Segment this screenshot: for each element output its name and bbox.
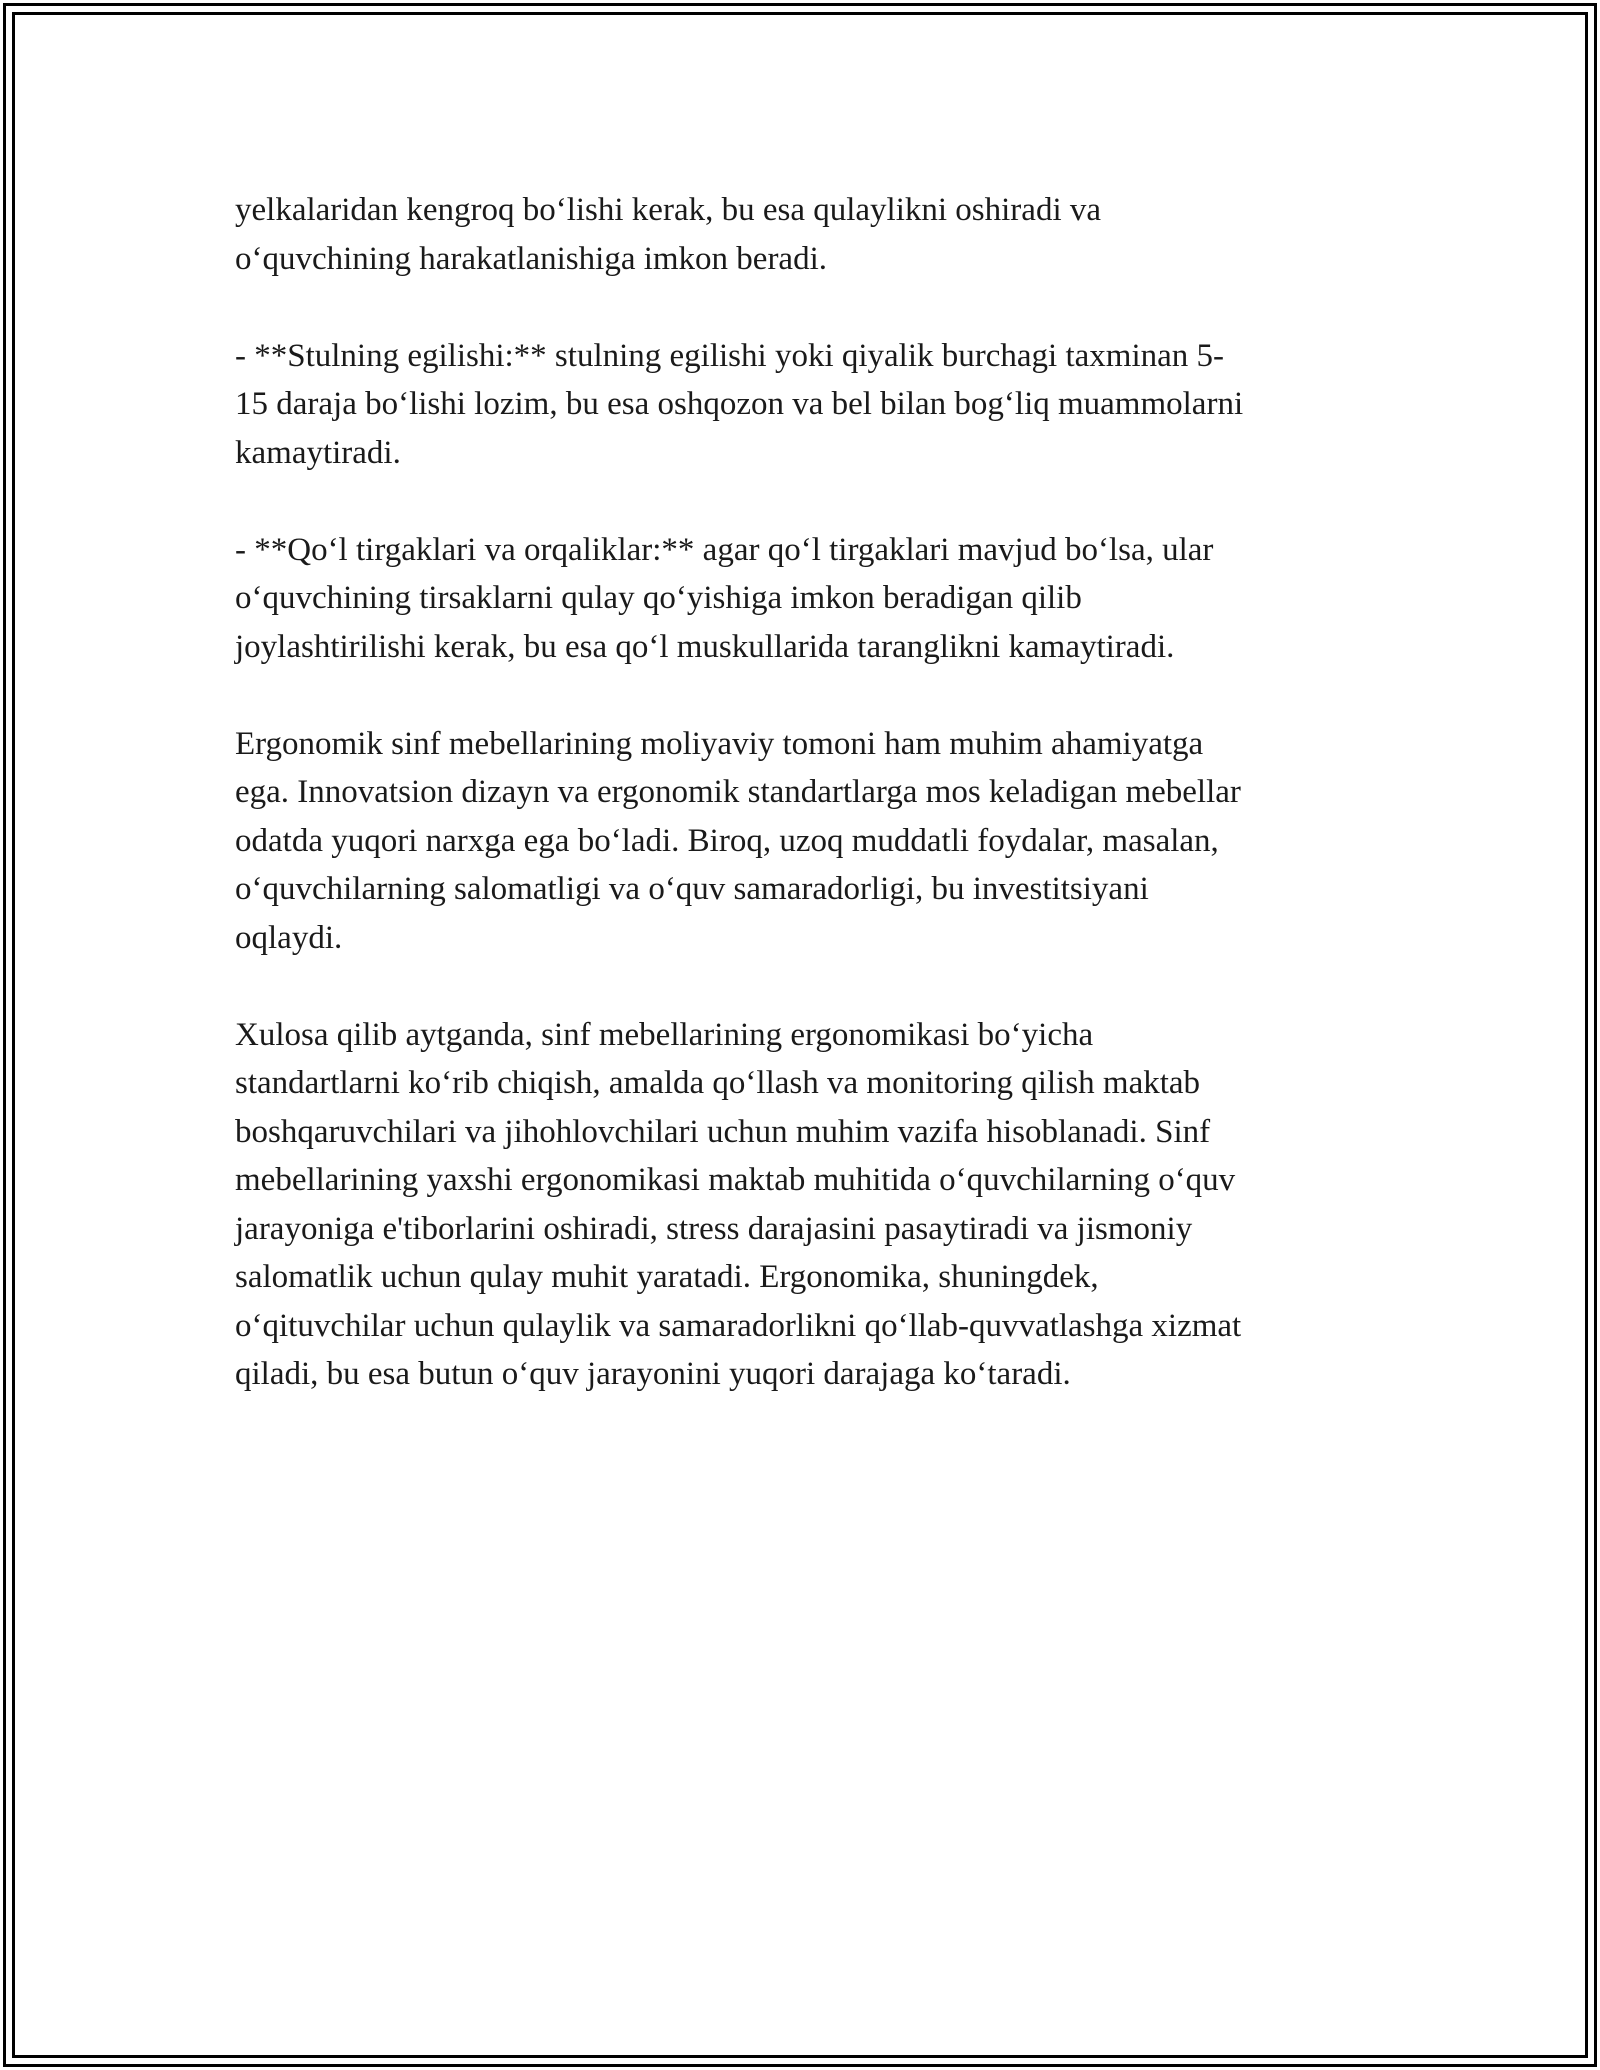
text-line: jarayoniga e'tiborlarini oshiradi, stress darajasini pasaytiradi va jismoniy [235,1210,1193,1247]
paragraph [235,186,1375,283]
text-line: Xulosa qilib aytganda, sinf mebellarining ergonomikasi bo‘yicha [235,1016,1094,1053]
list-item-stul-egilishi [235,332,1375,478]
conclusion-paragraph [235,1011,1375,1399]
text-line: oqlaydi. [235,919,343,956]
list-item-qol-tirgaklari [235,526,1375,672]
text-line: - **Qo‘l tirgaklari va orqaliklar:** agar qo‘l tirgaklari mavjud bo‘lsa, ular [235,531,1214,568]
text-line: Ergonomik sinf mebellarining moliyaviy tomoni ham muhim ahamiyatga [235,725,1204,762]
text-line: salomatlik uchun qulay muhit yaratadi. Ergonomika, shuningdek, [235,1259,1099,1295]
text-line: o‘quvchining harakatlanishiga imkon beradi. [235,240,828,277]
text-line: odatda yuqori narxga ega bo‘ladi. Biroq, uzoq muddatli foydalar, masalan, [235,822,1219,859]
text-line: o‘qituvchilar uchun qulaylik va samaradorlikni qo‘llab-quvvatlashga xizmat [235,1307,1242,1344]
text-line: boshqaruvchilari va jihohlovchilari uchun muhim vazifa hisoblanadi. Sinf [235,1113,1211,1150]
text-line: 15 daraja bo‘lishi lozim, bu esa oshqozon va bel bilan bog‘liq muammolarni [235,386,1244,422]
text-line: joylashtirilishi kerak, bu esa qo‘l muskullarida taranglikni kamaytiradi. [235,628,1175,665]
text-line: ega. Innovatsion dizayn va ergonomik standartlarga mos keladigan mebellar [235,774,1241,810]
text-line: standartlarni ko‘rib chiqish, amalda qo‘llash va monitoring qilish maktab [235,1065,1201,1101]
text-line: qiladi, bu esa butun o‘quv jarayonini yuqori darajaga ko‘taradi. [235,1356,1071,1392]
document-body [235,186,1375,1447]
text-line: o‘quvchining tirsaklarni qulay qo‘yishiga imkon beradigan qilib [235,580,1082,616]
paragraph [235,720,1375,963]
text-line: - **Stulning egilishi:** stulning egilishi yoki qiyalik burchagi taxminan 5- [235,337,1225,374]
text-line: kamaytiradi. [235,434,401,471]
text-line: mebellarining yaxshi ergonomikasi maktab muhitida o‘quvchilarning o‘quv [235,1162,1236,1198]
text-line: o‘quvchilarning salomatligi va o‘quv samaradorligi, bu investitsiyani [235,871,1149,907]
text-line: yelkalaridan kengroq bo‘lishi kerak, bu esa qulaylikni oshiradi va [235,192,1102,228]
